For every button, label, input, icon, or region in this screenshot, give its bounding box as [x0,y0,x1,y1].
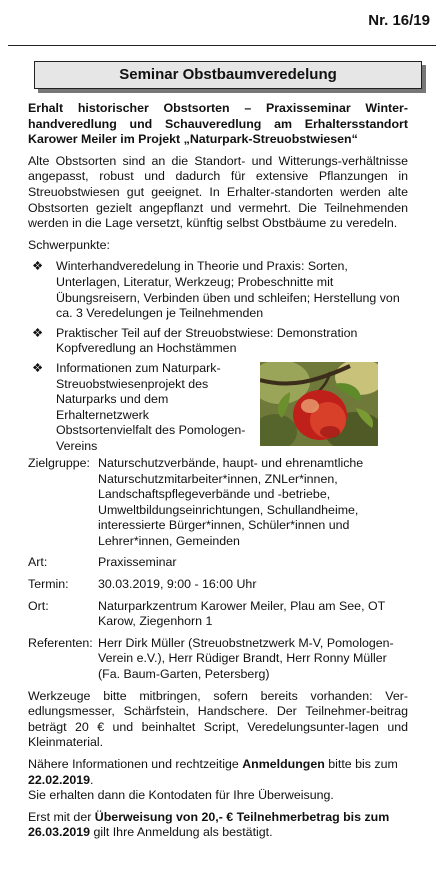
bullet-text: Winterhandveredelung in Theorie und Praxis: Sorten, Unterlagen, Literatur, Werkzeug; Probeschnitte mit Übungsreisern, Verbinden üben und schleifen; Herstellung von ca. 3 Veredelungen je Teilnehmenden [56,259,400,321]
detail-label: Referenten: [28,635,93,650]
detail-value: Naturschutzverbände, haupt- und ehrenamtliche Naturschutzmitarbeiter*innen, ZNLer*innen, Landschaftspflegeverbände und -betriebe, Umweltbildungseinrichtungen, Schullandheime, interessierte Bürger*innen, Schüler*innen und Lehrer*innen, Gemeinden [98,455,364,548]
focus-label: Schwerpunkte: [28,237,110,252]
detail-row-referenten [28,636,408,683]
intro-paragraph: Alte Obstsorten sind an die Standort- und Witterungs-verhältnisse angepasst, robust und dadurch für extensive Pflanzungen in Streuobstwiesen gut geeignet. In Erhalter-standorten werden alte Obstsorten gezielt angepflanzt und vermehrt. Die Teilnehmenden werden in die Lage versetzt, künftig selbst Obstbäume zu veredeln. [28,153,408,231]
detail-row-ort [28,599,408,630]
apple-on-branch-icon [260,362,378,446]
payment-paragraph [28,810,408,841]
diamond-bullet-icon: ❖ [32,325,44,340]
subheading: Erhalt historischer Obstsorten – Praxisseminar Winter-handveredlung und Schauveredlung am Erhaltersstandort Karower Meiler im Projekt „Naturpark-Streuobstwiesen“ [28,101,408,147]
detail-label: Termin: [28,577,69,592]
detail-value: Praxisseminar [98,555,177,570]
diamond-bullet-icon: ❖ [32,360,44,375]
payment-text: gilt Ihre Anmeldung als bestätigt. [90,825,273,840]
registration-text: Nähere Informationen und rechtzeitige [28,757,243,771]
detail-row-art [28,555,408,571]
detail-row-termin [28,577,408,593]
detail-value: Naturparkzentrum Karower Meiler, Plau am See, OT Karow, Ziegenhorn 1 [98,598,385,629]
header-rule [8,45,436,46]
detail-label: Ort: [28,598,49,613]
payment-text: Erst mit der [28,809,95,824]
issue-number: Nr. 16/19 [368,12,430,29]
detail-row-zielgruppe [28,456,408,550]
registration-text: bitte bis zum [324,757,398,771]
registration-deadline: 22.02.2019 [28,772,91,787]
detail-value: 30.03.2019, 9:00 - 16:00 Uhr [98,577,257,592]
page-title: Seminar Obstbaumveredelung [34,61,422,89]
registration-paragraph [28,757,408,804]
bullet-text: Informationen zum Naturpark-Streuobstwiesenprojekt des Naturparks und dem Erhalternetzwerk Obstsortenvielfalt des Pomologen-Vereins [56,360,246,453]
detail-value: Herr Dirk Müller (Streuobstnetzwerk M-V, Pomologen-Verein e.V.), Herr Rüdiger Brandt, Herr Ronny Müller (Fa. Baum-Garten, Petersberg) [98,635,394,682]
tools-paragraph: Werkzeuge bitte mitbringen, sofern bereits vorhanden: Ver-edlungsmesser, Schärfstein, Handschere. Der Teilnehmer-beitrag beträgt 20 € und beinhaltet Script, Veredelungsunter-lagen und Kleinmaterial. [28,688,408,750]
list-item [28,259,408,321]
payment-deadline: Überweisung von 20,- € Teilnehmerbetrag bis zum 26.03.2019 [28,809,390,840]
detail-label: Zielgruppe: [28,455,90,470]
apple-photo [260,362,378,446]
detail-label: Art: [28,555,48,570]
list-item [28,360,408,453]
registration-keyword: Anmeldungen [242,757,325,771]
bullet-text: Praktischer Teil auf der Streuobstwiese: Demonstration Kopfveredlung an Hochstämmen [56,325,358,356]
registration-text: . [90,772,94,787]
registration-note: Sie erhalten dann die Kontodaten für Ihre Überweisung. [28,788,334,803]
list-item [28,326,408,357]
article-body [28,101,408,847]
diamond-bullet-icon: ❖ [32,259,44,274]
